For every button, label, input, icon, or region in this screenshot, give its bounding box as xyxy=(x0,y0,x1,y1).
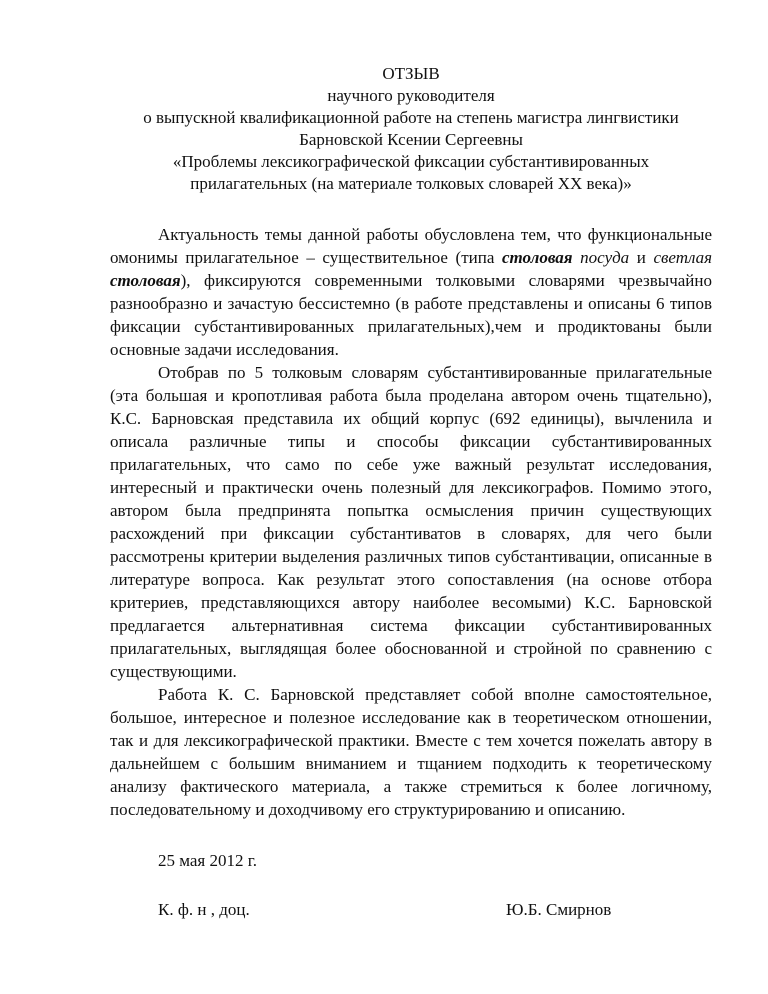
header-line-supervisor: научного руководителя xyxy=(327,86,495,105)
review-date: 25 мая 2012 г. xyxy=(158,851,258,870)
header-author-name: Барновской Ксении Сергеевны xyxy=(299,130,523,149)
review-body xyxy=(110,223,712,821)
document-page xyxy=(110,63,712,921)
document-header xyxy=(110,63,712,195)
signature-position: К. ф. н , доц. xyxy=(158,900,250,919)
paragraph-2: Отобрав по 5 толковым словарям субстантивированные прилагательные (эта большая и кропотливая работа была проделана автором очень тщательно), К.С. Барновская представила их общий корпус (692 единицы), вычленила и описала различные типы и способы фиксации субстантивированных прилагательных, что само по себе уже важный результат исследования, интересный и практически очень полезный для лексикографов. Помимо этого, автором была предпринята попытка осмысления причин существующих расхождений при фиксации субстантиватов в словарях, для чего были рассмотрены критерии выделения различных типов субстантивации, описанные в литературе вопроса. Как результат этого сопоставления (на основе отбора критериев, представляющихся автору наиболее весомыми) К.С. Барновской предлагается альтернативная система фиксации субстантивированных прилагательных, выглядящая более обоснованной и стройной по сравнению с существующими. xyxy=(110,363,712,681)
paragraph-1-text-and: и xyxy=(629,248,654,267)
example-word-posuda: посуда xyxy=(580,248,630,267)
example-word-stolovaya-1: столовая xyxy=(501,248,573,267)
paragraph-3: Работа К. С. Барновской представляет собой вполне самостоятельное, большое, интересное и полезное исследование как в теоретическом отношении, так и для лексикографической практики. Вместе с тем хочется пожелать автору в дальнейшем с большим вниманием и тщанием подходить к теоретическому анализу фактического материала, а также стремиться к более логичному, последовательному и доходчивому его структурированию и описанию. xyxy=(110,685,712,819)
paragraph-1 xyxy=(110,223,712,361)
paragraph-1-text-rest: ), фиксируются современными толковыми словарями чрезвычайно разнообразно и зачастую бессистемно (в работе представлены и описаны 6 типов фиксации субстантивированных прилагательных),чем и продиктованы были основные задачи исследования. xyxy=(110,271,712,359)
header-topic-line-2: прилагательных (на материале толковых словарей XX века)» xyxy=(190,174,632,193)
example-word-svetlaya: светлая xyxy=(653,248,712,267)
document-title: ОТЗЫВ xyxy=(382,64,440,83)
header-topic-line-1: «Проблемы лексикографической фиксации субстантивированных xyxy=(172,152,650,171)
example-word-stolovaya-2: столовая xyxy=(110,271,181,290)
paragraph-1-text-a: Актуальность темы данной работы обусловлена тем, что функциональные омонимы прилагательное – существительное (типа xyxy=(110,225,712,267)
signature-block xyxy=(110,898,712,921)
signature-name: Ю.Б. Смирнов xyxy=(506,900,612,919)
header-line-thesis: о выпускной квалификационной работе на степень магистра лингвистики xyxy=(143,108,679,127)
